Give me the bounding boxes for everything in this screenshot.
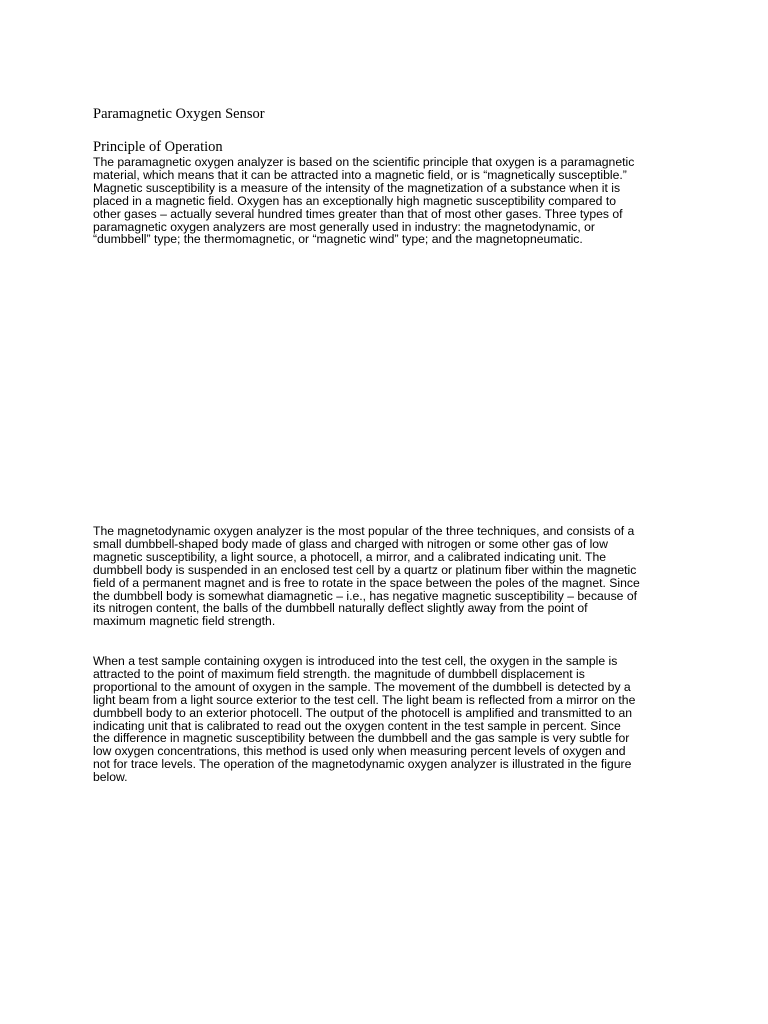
paragraph-introduction xyxy=(93,156,693,246)
text-line: material, which means that it can be attracted into a magnetic field, or is “magnetically susceptible.” xyxy=(93,167,627,182)
text-line: not for trace levels. The operation of the magnetodynamic oxygen analyzer is illustrated in the figure xyxy=(93,757,632,772)
text-line: its nitrogen content, the balls of the dumbbell naturally deflect slightly away from the point of xyxy=(93,601,588,616)
paragraph-test-sample xyxy=(93,655,693,784)
text-line: placed in a magnetic field. Oxygen has an exceptionally high magnetic susceptibility compared to xyxy=(93,193,617,208)
blank-figure-area xyxy=(93,262,693,512)
text-line: Magnetic susceptibility is a measure of the intensity of the magnetization of a substance when it is xyxy=(93,180,621,195)
text-line: other gases – actually several hundred times greater than that of most other gases. Three types of xyxy=(93,206,623,221)
text-line: paramagnetic oxygen analyzers are most generally used in industry: the magnetodynamic, or xyxy=(93,219,595,234)
text-line: indicating unit that is calibrated to read out the oxygen content in the test sample in percent. Since xyxy=(93,718,621,733)
text-line: low oxygen concentrations, this method is used only when measuring percent levels of oxygen and xyxy=(93,744,626,759)
text-line: When a test sample containing oxygen is introduced into the test cell, the oxygen in the sample is xyxy=(93,654,618,668)
text-line: attracted to the point of maximum field strength. the magnitude of dumbbell displacement is xyxy=(93,666,585,681)
paragraph-magnetodynamic xyxy=(93,525,693,628)
text-line: the difference in magnetic susceptibility between the dumbbell and the gas sample is very subtle for xyxy=(93,731,630,746)
text-line: the dumbbell body is somewhat diamagnetic – i.e., has negative magnetic susceptibility – because of xyxy=(93,588,638,603)
text-line: dumbbell body to an exterior photocell. The output of the photocell is amplified and transmitted to an xyxy=(93,705,633,720)
text-line: magnetic susceptibility, a light source, a photocell, a mirror, and a calibrated indicating unit. The xyxy=(93,549,607,564)
text-line: below. xyxy=(93,770,128,785)
text-line: dumbbell body is suspended in an enclosed test cell by a quartz or platinum fiber within the magnetic xyxy=(93,562,637,577)
text-line: light beam from a light source exterior to the test cell. The light beam is reflected from a mirror on the xyxy=(93,692,636,707)
section-heading: Principle of Operation xyxy=(93,139,223,155)
text-line: proportional to the amount of oxygen in the sample. The movement of the dumbbell is detected by a xyxy=(93,679,631,694)
text-line: The magnetodynamic oxygen analyzer is the most popular of the three techniques, and consists of a xyxy=(93,524,635,538)
text-line: “dumbbell” type; the thermomagnetic, or “magnetic wind” type; and the magnetopneumatic. xyxy=(93,232,583,247)
text-line: maximum magnetic field strength. xyxy=(93,614,276,629)
text-line: small dumbbell-shaped body made of glass and charged with nitrogen or some other gas of low xyxy=(93,536,608,551)
text-line: The paramagnetic oxygen analyzer is based on the scientific principle that oxygen is a paramagnetic xyxy=(93,155,635,169)
document-title: Paramagnetic Oxygen Sensor xyxy=(93,106,265,122)
text-line: field of a permanent magnet and is free to rotate in the space between the poles of the magnet. Since xyxy=(93,575,640,590)
